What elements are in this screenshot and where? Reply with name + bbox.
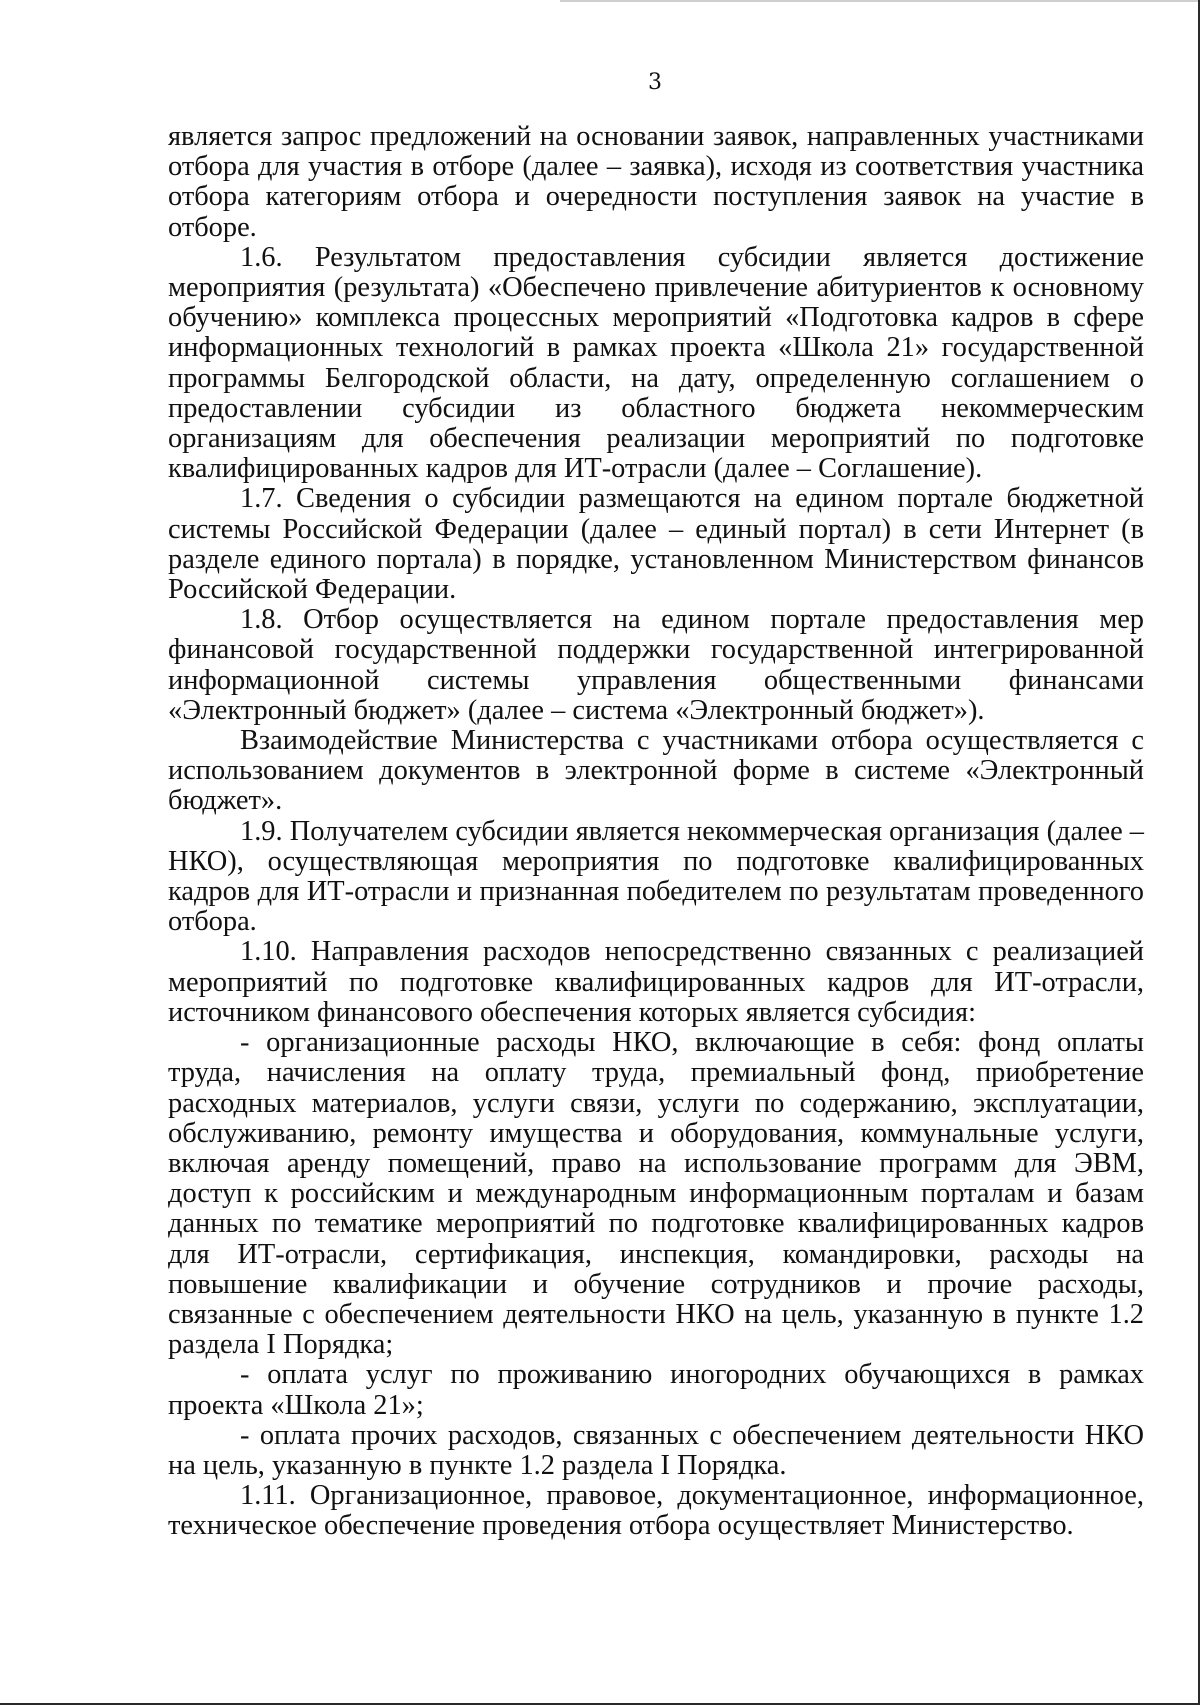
list-item-organizational-expenses: - организационные расходы НКО, включающие в себя: фонд оплаты труда, начисления на оплату труда, премиальный фонд, приобретение расходных материалов, услуги связи, услуги по содержанию, эксплуатации, обслуживанию, ремонту имущества и оборудования, коммунальные услуги, включая аренду помещений, право на использование программ для ЭВМ, доступ к российским и международным информационным порталам и базам данных по тематике мероприятий по подготовке квалифицированных кадров для ИТ-отрасли, сертификация, инспекция, командировки, расходы на повышение квалификации и обучение сотрудников и прочие расходы, связанные с обеспечением деятельности НКО на цель, указанную в пункте 1.2 раздела I Порядка; <box>168 1027 1144 1361</box>
list-item-other-expenses: - оплата прочих расходов, связанных с обеспечением деятельности НКО на цель, указанную в пункте 1.2 раздела I Порядка. <box>168 1419 1144 1481</box>
paragraph-1-11: 1.11. Организационное, правовое, документационное, информационное, техническое обеспечение проведения отбора осуществляет Министерство. <box>168 1480 1144 1542</box>
paragraph-1-8: 1.8. Отбор осуществляется на едином портале предоставления мер финансовой государственной поддержки государственной интегрированной информационной системы управления общественными финансами «Электронный бюджет» (далее – система «Электронный бюджет»). <box>168 604 1144 726</box>
paragraph-1-9: 1.9. Получателем субсидии является некоммерческая организация (далее – НКО), осуществляющая мероприятия по подготовке квалифицированных кадров для ИТ-отрасли и признанная победителем по результатам проведенного отбора. <box>168 815 1144 938</box>
page-number: 3 <box>648 70 662 95</box>
paragraph-1-10: 1.10. Направления расходов непосредственно связанных с реализацией мероприятий по подготовке квалифицированных кадров для ИТ-отрасли, источником финансового обеспечения которых является субсидия: <box>168 936 1144 1028</box>
scan-edge-top <box>560 0 1200 2</box>
paragraph-1-6: 1.6. Результатом предоставления субсидии является достижение мероприятия (результата) «Обеспечено привлечение абитуриентов к основному обучению» комплекса процессных мероприятий «Подготовка кадров в сфере информационных технологий в рамках проекта «Школа 21» государственной программы Белгородской области, на дату, определенную соглашением о предоставлении субсидии из областного бюджета некоммерческим организациям для обеспечения реализации мероприятий по подготовке квалифицированных кадров для ИТ-отрасли (далее – Соглашение). <box>168 241 1144 485</box>
paragraph-1-7: 1.7. Сведения о субсидии размещаются на едином портале бюджетной системы Российской Федерации (далее – единый портал) в сети Интернет (в разделе единого портала) в порядке, установленном Министерством финансов Российской Федерации. <box>168 483 1144 606</box>
paragraph-1-5-continuation: является запрос предложений на основании заявок, направленных участниками отбора для участия в отборе (далее – заявка), исходя из соответствия участника отбора категориям отбора и очередности поступления заявок на участие в отборе. <box>168 121 1144 243</box>
document-body <box>168 122 1144 1542</box>
list-item-accommodation: - оплата услуг по проживанию иногородних обучающихся в рамках проекта «Школа 21»; <box>168 1359 1144 1421</box>
paragraph-interaction: Взаимодействие Министерства с участниками отбора осуществляется с использованием документов в электронной форме в системе «Электронный бюджет». <box>168 725 1144 817</box>
